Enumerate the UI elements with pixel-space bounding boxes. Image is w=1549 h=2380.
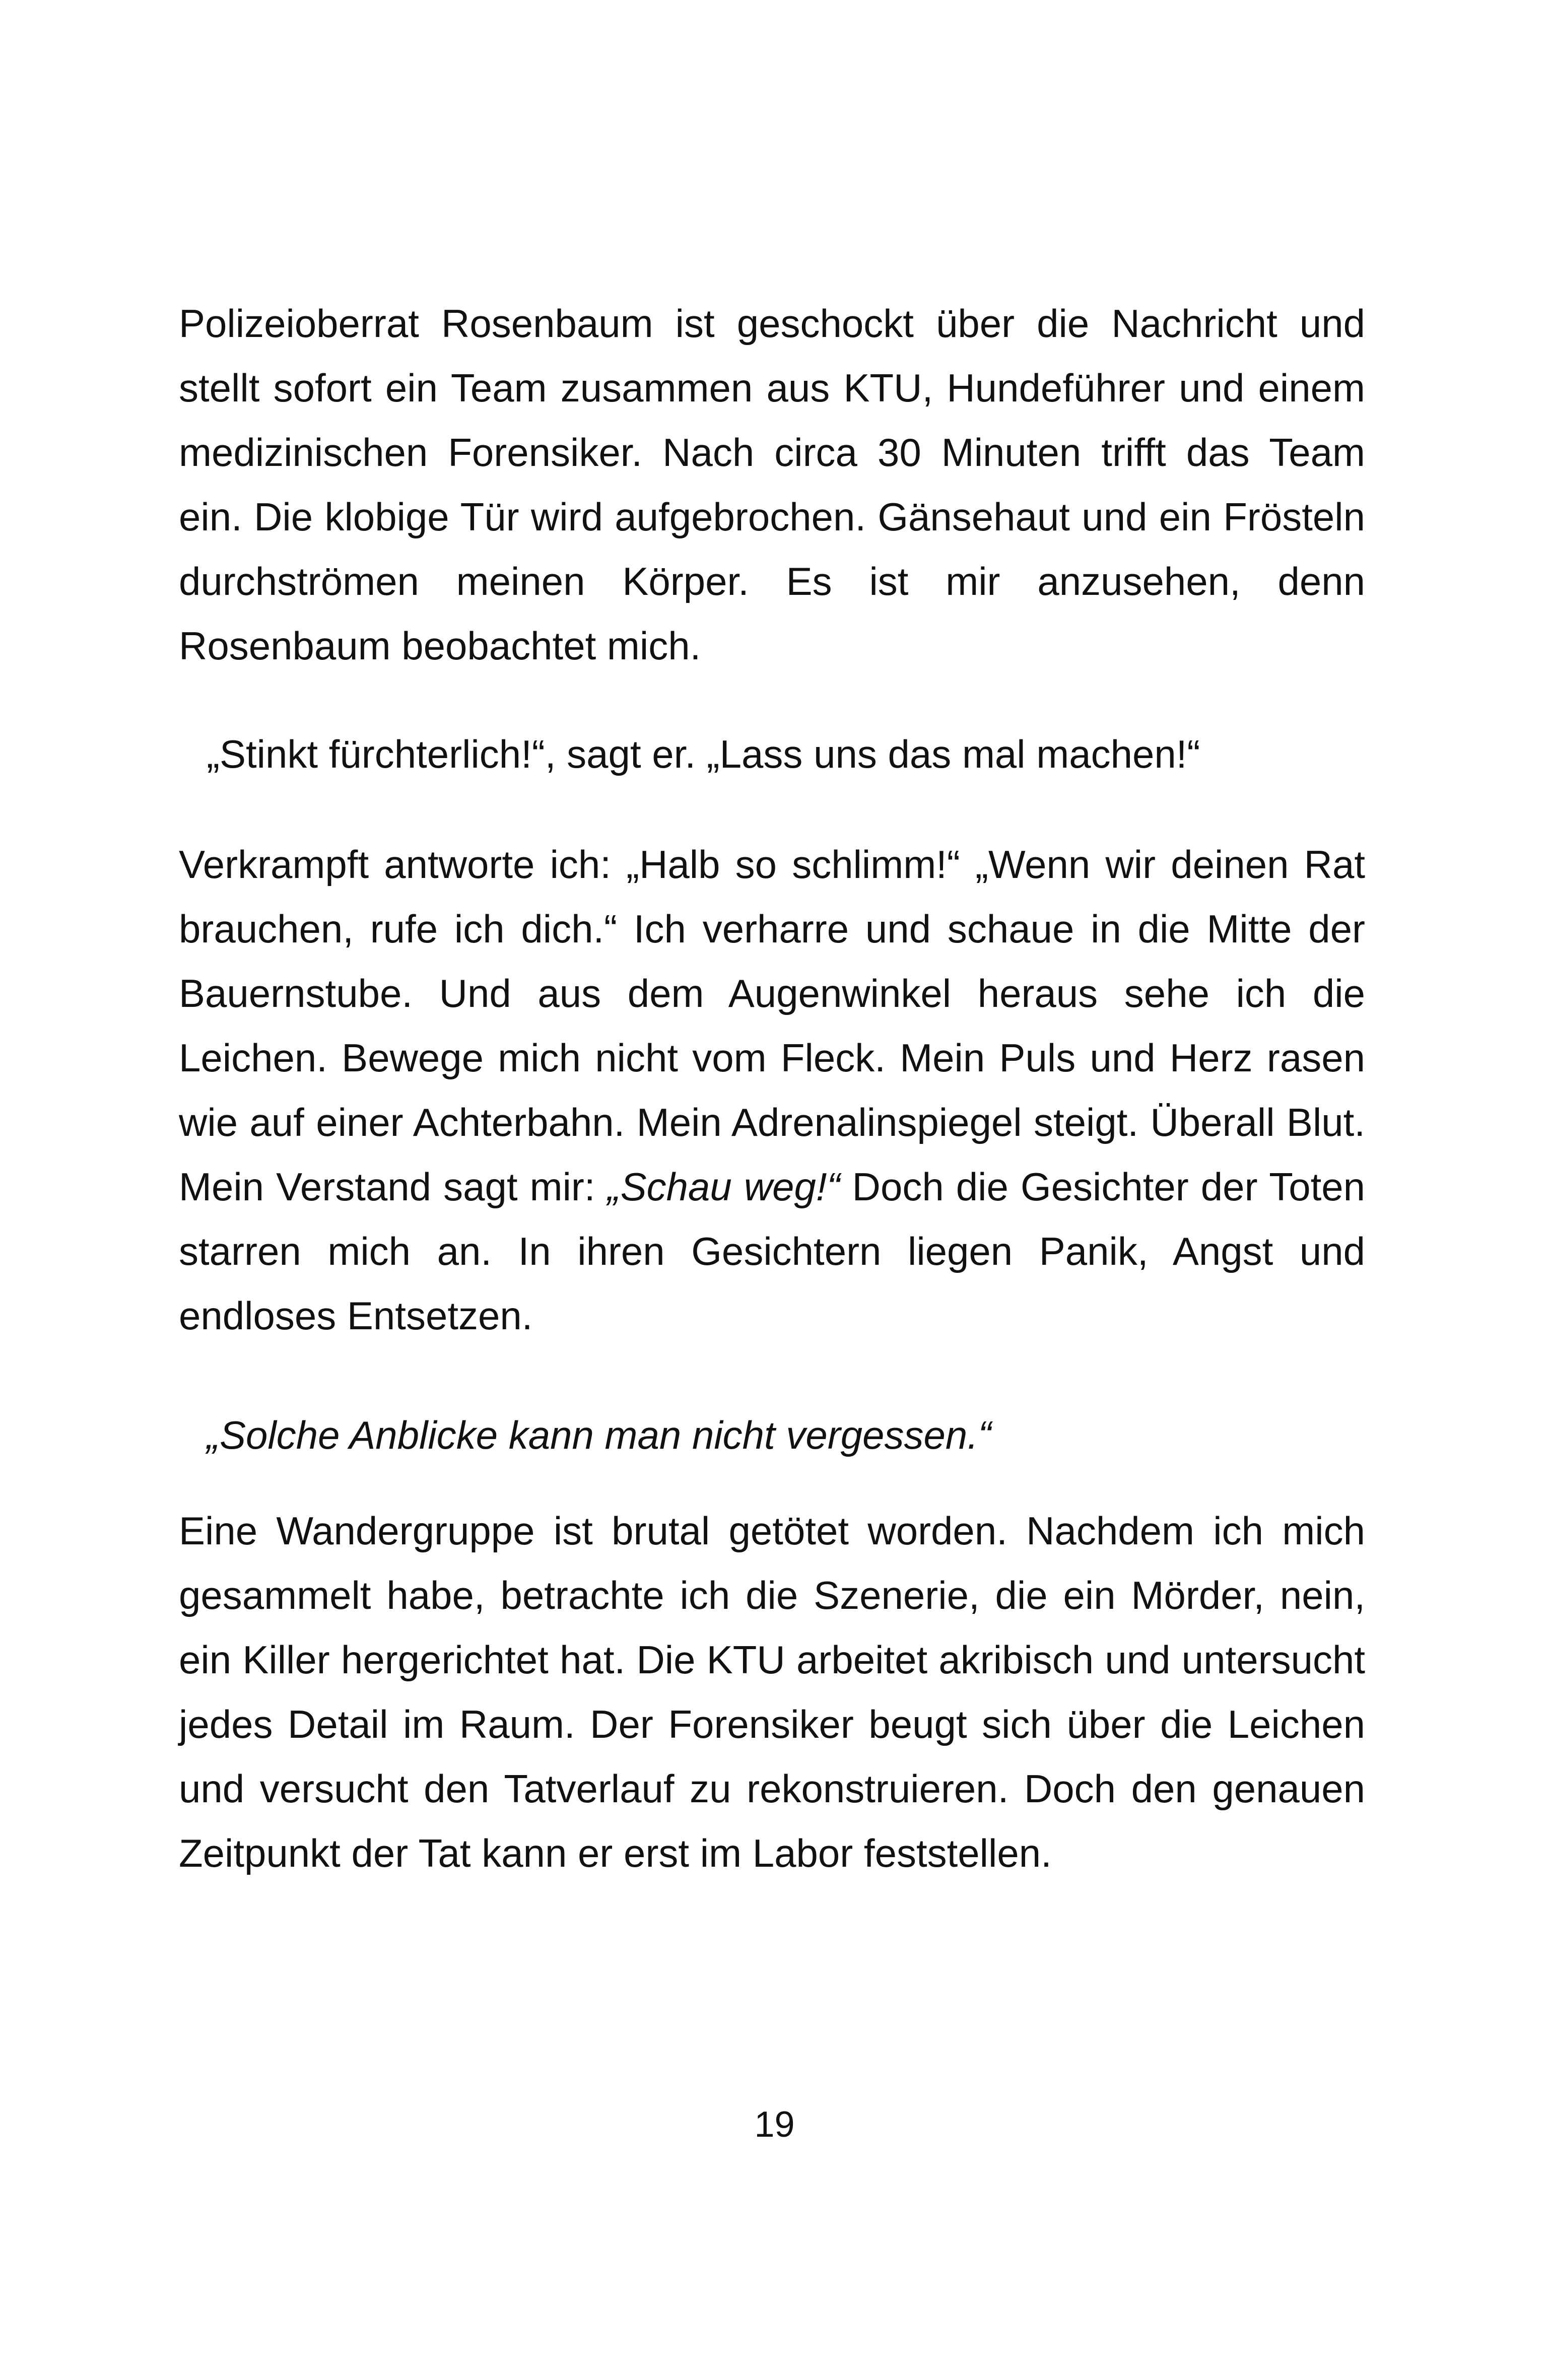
paragraph-3-text-after: Doch die Gesichter der Toten starren mich an. In ihren Gesichtern liegen Panik, Angst und endloses Entsetzen. [179,1165,1366,1338]
paragraph-3-text-before: Verkrampft antworte ich: „Halb so schlimm!“ „Wenn wir deinen Rat brauchen, rufe ich dich.“ Ich verharre und schaue in die Mitte der Bauernstube. Und aus dem Augenwinkel heraus sehe ich die Leichen. Bewege mich nicht vom Fleck. Mein Puls und Herz rasen wie auf einer Achterbahn. Mein Adrenalinspiegel steigt. Überall Blut. Mein Verstand sagt mir: [179,842,1365,1209]
page-number: 19 [754,2104,795,2145]
paragraph-4-italic-quote [179,1403,1393,1467]
paragraph-4-text: „Solche Anblicke kann man nicht vergessen.“ [207,1413,991,1457]
paragraph-3 [179,832,1365,1348]
paragraph-2-dialogue: „Stinkt fürchterlich!“, sagt er. „Lass uns das mal machen!“ [207,732,1200,776]
paragraph-1: Polizeioberrat Rosenbaum ist geschockt über die Nachricht und stellt sofort ein Team zusammen aus KTU, Hundeführer und einem medizinischen Forensiker. Nach circa 30 Minuten trifft das Team ein. Die klobige Tür wird aufgebrochen. Gänsehaut und ein Frösteln durchströmen meinen Körper. Es ist mir anzusehen, denn Rosenbaum beobachtet mich. [179,301,1365,668]
paragraph-3-italic-quote: „Schau weg!“ [607,1165,840,1209]
paragraph-5: Eine Wandergruppe ist brutal getötet worden. Nachdem ich mich gesammelt habe, betrachte ich die Szenerie, die ein Mörder, nein, ein Killer hergerichtet hat. Die KTU arbeitet akribisch und untersucht jedes Detail im Raum. Der Forensiker beugt sich über die Leichen und versucht den Tatverlauf zu rekonstruieren. Doch den genauen Zeitpunkt der Tat kann er erst im Labor feststellen. [179,1509,1365,1875]
